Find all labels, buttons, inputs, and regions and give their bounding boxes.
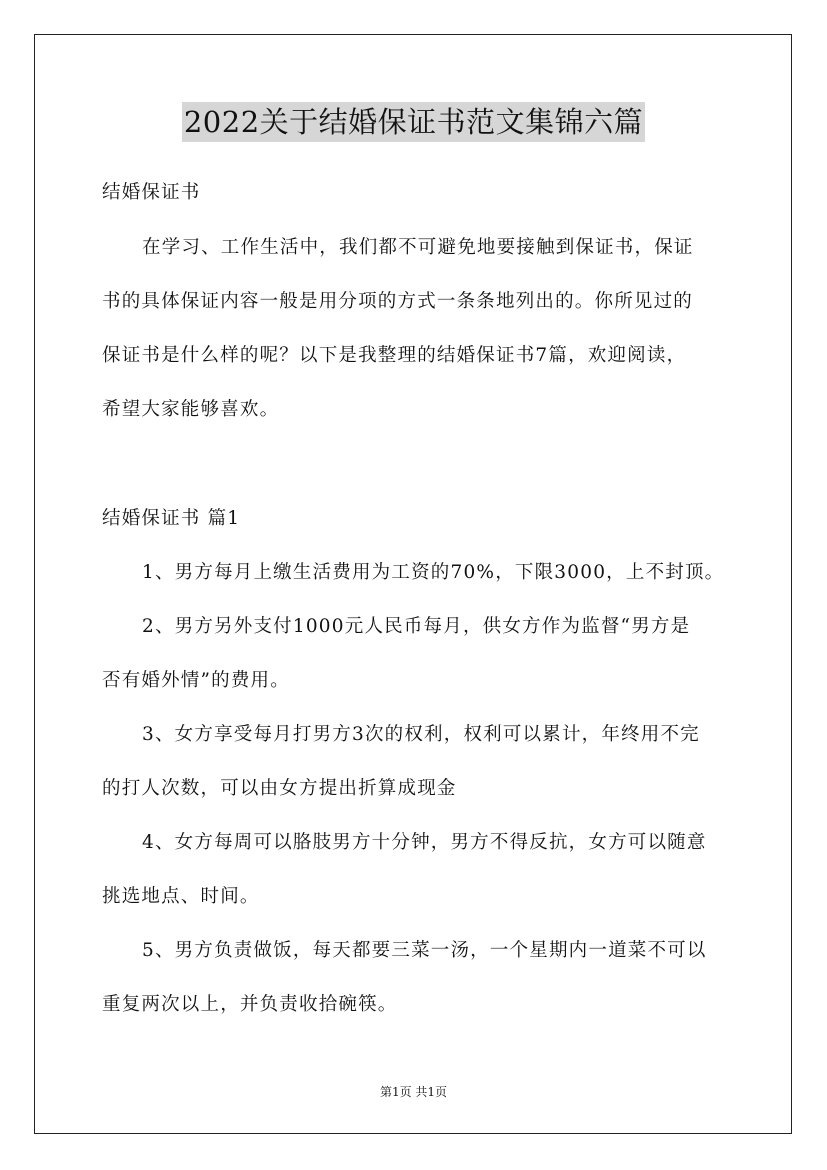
intro-line-4: 希望大家能够喜欢。 [102, 399, 280, 420]
item-3-line-1: 3、女方享受每月打男方3次的权利，权利可以累计，年终用不完 [142, 724, 700, 745]
item-5-line-2: 重复两次以上，并负责收拾碗筷。 [102, 994, 398, 1015]
item-4-line-1: 4、女方每周可以胳肢男方十分钟，男方不得反抗，女方可以随意 [142, 832, 707, 853]
document-title: 2022关于结婚保证书范文集锦六篇 [182, 102, 645, 142]
item-2-line-2: 否有婚外情”的费用。 [102, 670, 290, 691]
item-2-line-1: 2、男方另外支付1000元人民币每月，供女方作为监督“男方是 [142, 616, 691, 637]
item-3-line-2: 的打人次数，可以由女方提出折算成现金 [102, 778, 457, 799]
intro-line-2: 书的具体保证内容一般是用分项的方式一条条地列出的。你所见过的 [102, 291, 694, 312]
intro-line-3: 保证书是什么样的呢？以下是我整理的结婚保证书7篇，欢迎阅读， [102, 345, 687, 366]
title-container [0, 102, 827, 142]
item-1-line-1: 1、男方每月上缴生活费用为工资的70%，下限3000，上不封顶。 [142, 562, 725, 583]
item-5-line-1: 5、男方负责做饭，每天都要三菜一汤，一个星期内一道菜不可以 [142, 940, 707, 961]
intro-line-1: 在学习、工作生活中，我们都不可避免地要接触到保证书，保证 [142, 237, 694, 258]
section-heading: 结婚保证书 [102, 182, 201, 203]
article-heading: 结婚保证书 篇1 [102, 508, 241, 529]
item-4-line-2: 挑选地点、时间。 [102, 886, 260, 907]
page-number-footer: 第1页 共1页 [379, 1085, 448, 1099]
